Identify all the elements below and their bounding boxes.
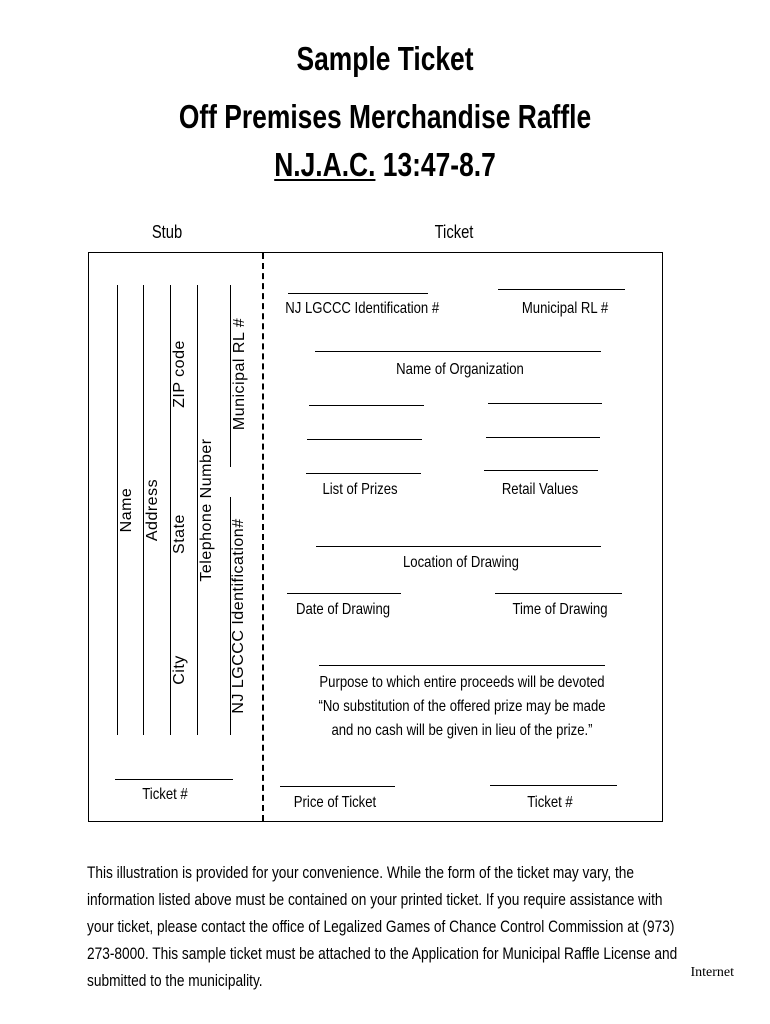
no-substitution-notice-1: “No substitution of the offered prize may be made (318, 698, 606, 715)
purpose-label: Purpose to which entire proceeds will be devoted (319, 674, 605, 691)
prize-line-2 (307, 439, 422, 440)
price-line (280, 786, 395, 787)
time-label: Time of Drawing (512, 601, 608, 618)
stub-ticket-number-label: Ticket # (142, 786, 188, 803)
perforation-line (262, 253, 264, 821)
regulation-code: N.J.A.C. (274, 146, 376, 183)
purpose-line (319, 665, 605, 666)
stub-telephone-label: Telephone Number (198, 438, 215, 582)
stub-label: Stub (151, 222, 183, 242)
location-label: Location of Drawing (403, 554, 519, 571)
stub-zip-label: ZIP code (171, 340, 188, 408)
stub-state-label: State (171, 514, 188, 554)
nj-lgccc-id-label: NJ LGCCC Identification # (285, 300, 440, 317)
date-line (287, 593, 401, 594)
date-label: Date of Drawing (295, 601, 391, 618)
prize-line-1 (309, 405, 424, 406)
price-label: Price of Ticket (293, 794, 377, 811)
stub-address-label: Address (144, 478, 161, 542)
prize-line-3 (306, 473, 421, 474)
page-title: Sample Ticket (296, 40, 474, 77)
stub-ticket-number-line (115, 779, 233, 780)
regulation-reference (77, 146, 693, 184)
ticket-label: Ticket (434, 222, 474, 242)
stub-city-label: City (171, 655, 188, 685)
footer-note: This illustration is provided for your convenience. While the form of the ticket may vary, the information listed above must be contained on your printed ticket. If you require assistance with your ticket, please contact the office of Legalized Games of Chance Control Commission at (973) 273-8000. This sample ticket must be attached to the Application for Municipal Raffle License and submitted to the municipality. (87, 864, 678, 990)
corner-note: Internet (690, 965, 734, 980)
ticket-number-label: Ticket # (527, 794, 573, 811)
no-substitution-notice-2: and no cash will be given in lieu of the prize.” (331, 722, 593, 739)
municipal-rl-label: Municipal RL # (521, 300, 609, 317)
stub-municipal-rl-label: Municipal RL # (231, 317, 248, 431)
nj-lgccc-id-line (288, 293, 428, 294)
stub-nj-lgccc-label: NJ LGCCC Identification# (230, 518, 247, 714)
organization-label: Name of Organization (396, 361, 524, 378)
regulation-section: 13:47-8.7 (375, 146, 496, 183)
page-subtitle: Off Premises Merchandise Raffle (178, 98, 592, 135)
time-line (495, 593, 622, 594)
municipal-rl-line-ticket (498, 289, 625, 290)
location-line (316, 546, 601, 547)
stub-name-label: Name (118, 487, 135, 533)
value-line-1 (488, 403, 602, 404)
value-line-2 (486, 437, 600, 438)
retail-values-label: Retail Values (501, 481, 579, 498)
organization-line (315, 351, 601, 352)
list-of-prizes-label: List of Prizes (322, 481, 398, 498)
value-line-3 (484, 470, 598, 471)
ticket-number-line (490, 785, 617, 786)
